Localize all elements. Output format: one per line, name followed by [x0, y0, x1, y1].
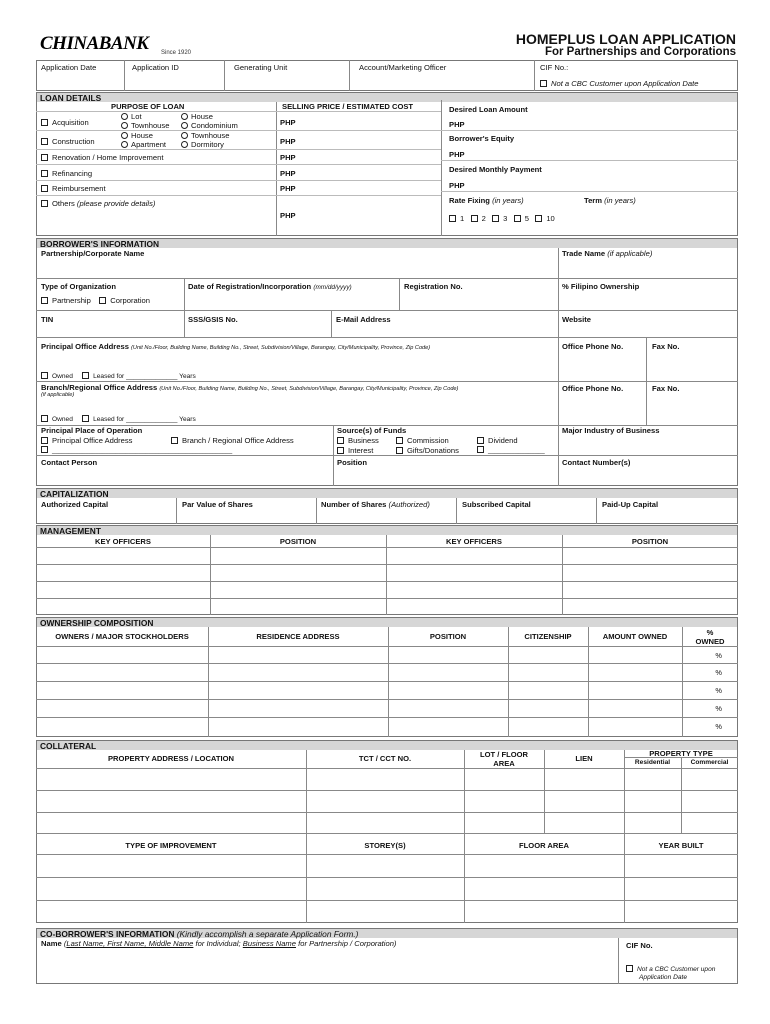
business-label: Business	[348, 436, 379, 445]
branch-fax-label: Fax No.	[652, 384, 680, 393]
residence-col: RESIDENCE ADDRESS	[256, 632, 340, 641]
term-label: Term	[584, 196, 603, 205]
dividend-label: Dividend	[488, 436, 518, 445]
place-principal-label: Principal Office Address	[52, 436, 133, 445]
key-officers-2: KEY OFFICERS	[446, 537, 502, 546]
php-others: PHP	[280, 211, 296, 220]
house-radio[interactable]	[181, 113, 188, 120]
loan-details-header: LOAN DETAILS	[36, 92, 738, 102]
lot-label: Lot	[131, 112, 142, 121]
corporate-name-label: Partnership/Corporate Name	[41, 249, 145, 258]
lot-radio[interactable]	[121, 113, 128, 120]
commercial-col: Commercial	[690, 759, 729, 766]
individual-format: Last Name, First Name, Middle Name	[66, 939, 194, 948]
office-phone-label: Office Phone No.	[562, 342, 624, 351]
contact-number-label: Contact Number(s)	[562, 458, 631, 467]
principal-address-label: Principal Office Address	[41, 342, 129, 351]
property-type-col: PROPERTY TYPE	[649, 749, 713, 758]
acquisition-checkbox[interactable]	[41, 119, 48, 126]
dividend-checkbox[interactable]	[477, 437, 484, 444]
year-built-col: YEAR BUILT	[658, 841, 704, 850]
renovation-label: Renovation / Home Improvement	[52, 153, 164, 162]
construct-house-label: House	[131, 131, 153, 140]
dormitory-radio[interactable]	[181, 141, 188, 148]
place-branch-checkbox[interactable]	[171, 437, 178, 444]
interest-checkbox[interactable]	[337, 447, 344, 454]
php-renovation: PHP	[280, 153, 296, 162]
rate-2-checkbox[interactable]	[471, 215, 478, 222]
rate-5-checkbox[interactable]	[514, 215, 521, 222]
rate-10-checkbox[interactable]	[535, 215, 542, 222]
purpose-header: PURPOSE OF LOAN	[111, 102, 185, 111]
desired-amount-label: Desired Loan Amount	[449, 105, 528, 114]
key-officers-1: KEY OFFICERS	[95, 537, 151, 546]
pct-owned-bot: OWNED	[695, 637, 725, 646]
rate-10-label: 10	[546, 214, 555, 223]
place-principal-checkbox[interactable]	[41, 437, 48, 444]
condominium-label: Condominium	[191, 121, 238, 130]
fax-label: Fax No.	[652, 342, 680, 351]
coborrower-not-cbc-1: Not a CBC Customer upon	[637, 966, 716, 973]
trade-name-note: (if applicable)	[607, 249, 653, 258]
place-op-label: Principal Place of Operation	[41, 426, 143, 435]
type-org-label: Type of Organization	[41, 282, 116, 291]
branch-owned-checkbox[interactable]	[41, 415, 48, 422]
refinancing-checkbox[interactable]	[41, 170, 48, 177]
place-other-checkbox[interactable]	[41, 446, 48, 453]
borrower-header: BORROWER'S INFORMATION	[36, 238, 738, 248]
pct-row-1: %	[715, 651, 722, 660]
rate-5-label: 5	[524, 214, 529, 223]
not-cbc-checkbox[interactable]	[540, 80, 547, 87]
townhouse-radio[interactable]	[121, 122, 128, 129]
trade-name-label: Trade Name	[562, 249, 606, 258]
contact-person-label: Contact Person	[41, 458, 98, 467]
not-cbc-label: Not a CBC Customer upon Application Date	[551, 79, 699, 88]
apartment-radio[interactable]	[121, 141, 128, 148]
pct-row-2: %	[715, 668, 722, 677]
rate-2-label: 2	[481, 214, 486, 223]
construct-house-radio[interactable]	[121, 132, 128, 139]
monthly-payment-label: Desired Monthly Payment	[449, 165, 542, 174]
date-registration-label: Date of Registration/Incorporation	[188, 282, 312, 291]
principal-owned-checkbox[interactable]	[41, 372, 48, 379]
reimbursement-checkbox[interactable]	[41, 185, 48, 192]
ownership-position-col: POSITION	[429, 632, 467, 641]
principal-leased-checkbox[interactable]	[82, 372, 89, 379]
other-source-checkbox[interactable]	[477, 446, 484, 453]
branch-address-label: Branch/Regional Office Address	[41, 383, 158, 392]
coborrower-not-cbc-checkbox[interactable]	[626, 965, 633, 972]
application-id-label: Application ID	[132, 63, 179, 72]
renovation-checkbox[interactable]	[41, 154, 48, 161]
branch-years-blank[interactable]: ______________	[126, 416, 178, 423]
chinabank-logo: CHINABANK	[40, 33, 149, 54]
principal-years-label: Years	[179, 373, 196, 380]
rate-fixing-label: Rate Fixing	[449, 196, 490, 205]
interest-label: Interest	[348, 446, 374, 455]
corporation-label: Corporation	[110, 296, 150, 305]
form-title: HOMEPLUS LOAN APPLICATION	[515, 31, 736, 47]
ownership-header: OWNERSHIP COMPOSITION	[36, 617, 738, 627]
php-construction: PHP	[280, 137, 296, 146]
tin-label: TIN	[41, 315, 54, 324]
equity-label: Borrower's Equity	[449, 134, 515, 143]
pct-owned-top: %	[706, 628, 714, 637]
property-address-col: PROPERTY ADDRESS / LOCATION	[107, 754, 234, 763]
floor-area-col: FLOOR AREA	[519, 841, 569, 850]
pct-row-3: %	[715, 686, 722, 695]
coborrower-title: CO-BORROWER'S INFORMATION	[40, 929, 175, 939]
pct-row-5: %	[715, 722, 722, 731]
filipino-ownership-label: % Filipino Ownership	[562, 282, 640, 291]
for-individual: for Individual;	[195, 939, 241, 948]
registration-no-label: Registration No.	[404, 282, 463, 291]
rate-3-label: 3	[503, 214, 508, 223]
branch-leased-label: Leased for	[93, 416, 125, 423]
branch-if-applicable: (if applicable)	[41, 392, 75, 398]
lien-col: LIEN	[575, 754, 593, 763]
principal-leased-label: Leased for	[93, 373, 125, 380]
rate-1-label: 1	[460, 214, 465, 223]
application-date-label: Application Date	[41, 63, 97, 72]
principal-owned-label: Owned	[52, 373, 73, 380]
construction-label: Construction	[52, 137, 95, 146]
improvement-col: TYPE OF IMPROVEMENT	[125, 841, 217, 850]
refinancing-label: Refinancing	[52, 169, 93, 178]
position-1: POSITION	[279, 537, 317, 546]
partnership-label: Partnership	[52, 296, 91, 305]
rate-1-checkbox[interactable]	[449, 215, 456, 222]
dormitory-label: Dormitory	[191, 140, 224, 149]
form-subtitle: For Partnerships and Corporations	[544, 46, 736, 58]
lot-floor-col: LOT / FLOOR	[479, 750, 529, 759]
pct-row-4: %	[715, 704, 722, 713]
coborrower-note: (Kindly accomplish a separate Application Form.)	[176, 929, 359, 939]
area-col: AREA	[493, 759, 515, 768]
place-other-blank[interactable]: ______________________________________________________	[52, 448, 233, 454]
position-2: POSITION	[631, 537, 669, 546]
citizenship-col: CITIZENSHIP	[524, 632, 572, 641]
php-acquisition: PHP	[280, 118, 296, 127]
others-checkbox[interactable]	[41, 200, 48, 207]
amount-owned-col: AMOUNT OWNED	[602, 632, 668, 641]
other-source-blank[interactable]: _________________	[488, 448, 545, 454]
townhouse-label: Townhouse	[131, 121, 170, 130]
php-refinancing: PHP	[280, 169, 296, 178]
par-value-label: Par Value of Shares	[182, 500, 253, 509]
reimbursement-label: Reimbursement	[52, 184, 106, 193]
construction-checkbox[interactable]	[41, 138, 48, 145]
paid-up-label: Paid-Up Capital	[602, 500, 659, 509]
apartment-label: Apartment	[131, 140, 167, 149]
commission-checkbox[interactable]	[396, 437, 403, 444]
rate-3-checkbox[interactable]	[492, 215, 499, 222]
rate-in-years: (in years)	[492, 196, 524, 205]
contact-position-label: Position	[337, 458, 367, 467]
num-shares-note: (Authorized)	[388, 500, 430, 509]
storey-col: STOREY(S)	[364, 841, 406, 850]
others-note: (please provide details)	[76, 199, 156, 208]
branch-address-note: (Unit No./Floor, Building Name, Building No., Street, Subdivision/Village, Barangay, City/Municipality, Province, Zip Code)	[159, 386, 459, 392]
collateral-header: COLLATERAL	[36, 740, 738, 750]
place-branch-label: Branch / Regional Office Address	[182, 436, 294, 445]
branch-years-label: Years	[179, 416, 196, 423]
house-label: House	[191, 112, 213, 121]
corporation-checkbox[interactable]	[99, 297, 106, 304]
coborrower-cif-label: CIF No.	[626, 941, 653, 950]
cif-label: CIF No.:	[540, 63, 569, 72]
business-name-format: Business Name	[242, 939, 296, 948]
email-label: E-Mail Address	[336, 315, 391, 324]
sss-label: SSS/GSIS No.	[188, 315, 238, 324]
business-checkbox[interactable]	[337, 437, 344, 444]
others-label: Others	[52, 199, 75, 208]
branch-phone-label: Office Phone No.	[562, 384, 624, 393]
condominium-radio[interactable]	[181, 122, 188, 129]
acquisition-label: Acquisition	[52, 118, 89, 127]
tct-col: TCT / CCT NO.	[358, 754, 412, 763]
for-corporation: for Partnership / Corporation)	[298, 939, 397, 948]
authorized-capital-label: Authorized Capital	[41, 500, 109, 509]
selling-price-header: SELLING PRICE / ESTIMATED COST	[282, 102, 414, 111]
php-monthly: PHP	[449, 181, 465, 190]
construct-townhouse-radio[interactable]	[181, 132, 188, 139]
website-label: Website	[562, 315, 591, 324]
commission-label: Commission	[407, 436, 449, 445]
subscribed-label: Subscribed Capital	[462, 500, 531, 509]
coborrower-name-label: Name	[41, 939, 62, 948]
sources-label: Source(s) of Funds	[337, 426, 407, 435]
coborrower-not-cbc-2: Application Date	[639, 974, 688, 981]
generating-unit-label: Generating Unit	[234, 63, 288, 72]
residential-col: Residential	[634, 759, 671, 766]
officer-label: Account/Marketing Officer	[359, 63, 447, 72]
php-equity: PHP	[449, 150, 465, 159]
capitalization-header: CAPITALIZATION	[36, 488, 738, 498]
gifts-label: Gifts/Donations	[407, 446, 459, 455]
principal-address-note: (Unit No./Floor, Building Name, Building No., Street, Subdivision/Village, Barangay, City/Municipality, Province, Zip Code)	[131, 345, 431, 351]
gifts-checkbox[interactable]	[396, 447, 403, 454]
principal-years-blank[interactable]: ______________	[126, 373, 178, 380]
owners-col: OWNERS / MAJOR STOCKHOLDERS	[55, 632, 189, 641]
partnership-checkbox[interactable]	[41, 297, 48, 304]
term-in-years: (in years)	[604, 196, 636, 205]
date-format-hint: (mm/dd/yyyy)	[313, 284, 352, 291]
branch-leased-checkbox[interactable]	[82, 415, 89, 422]
industry-label: Major Industry of Business	[562, 426, 660, 435]
management-header: MANAGEMENT	[36, 525, 738, 535]
branch-owned-label: Owned	[52, 416, 73, 423]
since-label: Since 1920	[161, 50, 192, 56]
php-desired-amount: PHP	[449, 120, 465, 129]
num-shares-label: Number of Shares	[321, 500, 387, 509]
construct-townhouse-label: Townhouse	[191, 131, 230, 140]
php-reimbursement: PHP	[280, 184, 296, 193]
